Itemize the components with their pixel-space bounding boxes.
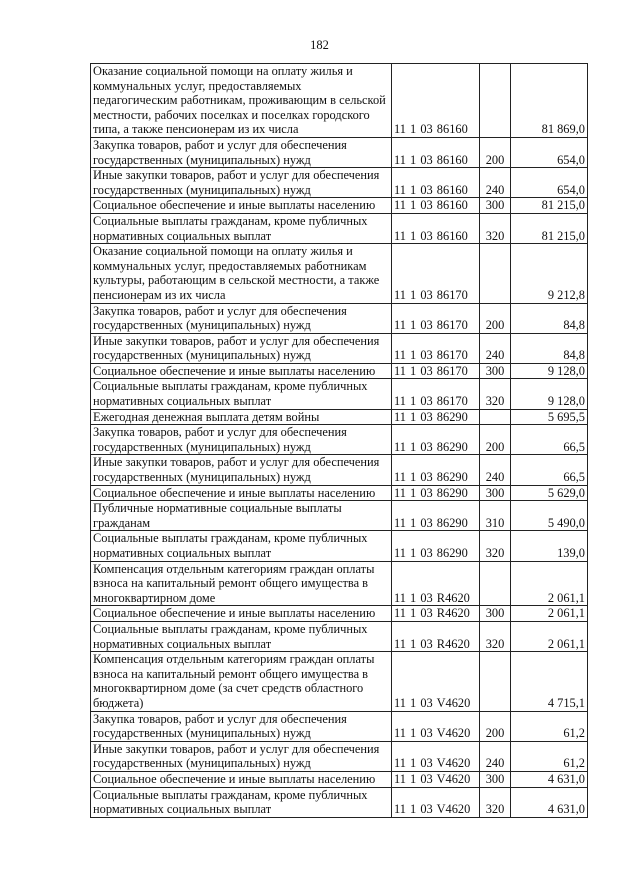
row-code-cell: 11 1 03 86290 bbox=[392, 455, 480, 485]
row-name-cell: Социальное обеспечение и иные выплаты населению bbox=[91, 198, 392, 214]
row-name-cell: Социальное обеспечение и иные выплаты населению bbox=[91, 606, 392, 622]
row-code-cell: 11 1 03 86170 bbox=[392, 333, 480, 363]
row-sum-cell: 61,2 bbox=[511, 741, 588, 771]
table-row bbox=[91, 485, 588, 501]
row-code-cell: 11 1 03 V4620 bbox=[392, 741, 480, 771]
table-row bbox=[91, 771, 588, 787]
row-type-cell: 320 bbox=[480, 531, 511, 561]
row-code-cell: 11 1 03 86290 bbox=[392, 425, 480, 455]
row-type-cell: 240 bbox=[480, 168, 511, 198]
row-sum-cell: 9 128,0 bbox=[511, 363, 588, 379]
table-row bbox=[91, 379, 588, 409]
row-type-cell: 300 bbox=[480, 771, 511, 787]
row-name-cell: Социальные выплаты гражданам, кроме публичных нормативных социальных выплат bbox=[91, 379, 392, 409]
row-sum-cell: 81 869,0 bbox=[511, 64, 588, 138]
table-row bbox=[91, 501, 588, 531]
table-row bbox=[91, 561, 588, 606]
row-type-cell bbox=[480, 244, 511, 303]
row-sum-cell: 61,2 bbox=[511, 711, 588, 741]
row-name-cell: Социальные выплаты гражданам, кроме публичных нормативных социальных выплат bbox=[91, 213, 392, 243]
table-row bbox=[91, 711, 588, 741]
row-name-cell: Социальное обеспечение и иные выплаты населению bbox=[91, 771, 392, 787]
row-code-cell: 11 1 03 V4620 bbox=[392, 711, 480, 741]
row-type-cell: 320 bbox=[480, 379, 511, 409]
row-code-cell: 11 1 03 R4620 bbox=[392, 561, 480, 606]
row-type-cell: 240 bbox=[480, 741, 511, 771]
table-row bbox=[91, 137, 588, 167]
row-name-cell: Социальное обеспечение и иные выплаты населению bbox=[91, 485, 392, 501]
row-code-cell: 11 1 03 86160 bbox=[392, 168, 480, 198]
row-sum-cell: 66,5 bbox=[511, 425, 588, 455]
table-row bbox=[91, 64, 588, 138]
row-name-cell: Оказание социальной помощи на оплату жилья и коммунальных услуг, предоставляемых работникам культуры, работающим в сельской местности, а также пенсионерам из их числа bbox=[91, 244, 392, 303]
row-sum-cell: 5 629,0 bbox=[511, 485, 588, 501]
row-sum-cell: 2 061,1 bbox=[511, 561, 588, 606]
row-sum-cell: 5 695,5 bbox=[511, 409, 588, 425]
row-sum-cell: 4 631,0 bbox=[511, 771, 588, 787]
row-sum-cell: 4 715,1 bbox=[511, 652, 588, 711]
row-sum-cell: 9 128,0 bbox=[511, 379, 588, 409]
row-type-cell: 300 bbox=[480, 363, 511, 379]
row-type-cell bbox=[480, 64, 511, 138]
row-sum-cell: 654,0 bbox=[511, 168, 588, 198]
row-name-cell: Ежегодная денежная выплата детям войны bbox=[91, 409, 392, 425]
row-sum-cell: 84,8 bbox=[511, 303, 588, 333]
row-sum-cell: 81 215,0 bbox=[511, 198, 588, 214]
row-type-cell: 320 bbox=[480, 787, 511, 817]
row-sum-cell: 2 061,1 bbox=[511, 606, 588, 622]
row-name-cell: Иные закупки товаров, работ и услуг для обеспечения государственных (муниципальных) нужд bbox=[91, 333, 392, 363]
table-row bbox=[91, 425, 588, 455]
table-row bbox=[91, 213, 588, 243]
row-name-cell: Компенсация отдельным категориям граждан оплаты взноса на капитальный ремонт общего имущества в многоквартирном доме (за счет средств областного бюджета) bbox=[91, 652, 392, 711]
row-code-cell: 11 1 03 86170 bbox=[392, 363, 480, 379]
row-type-cell: 200 bbox=[480, 425, 511, 455]
row-code-cell: 11 1 03 V4620 bbox=[392, 787, 480, 817]
row-sum-cell: 2 061,1 bbox=[511, 621, 588, 651]
table-row bbox=[91, 198, 588, 214]
row-name-cell: Публичные нормативные социальные выплаты гражданам bbox=[91, 501, 392, 531]
row-name-cell: Иные закупки товаров, работ и услуг для обеспечения государственных (муниципальных) нужд bbox=[91, 168, 392, 198]
row-name-cell: Компенсация отдельным категориям граждан оплаты взноса на капитальный ремонт общего имущества в многоквартирном доме bbox=[91, 561, 392, 606]
row-type-cell: 300 bbox=[480, 606, 511, 622]
row-code-cell: 11 1 03 86290 bbox=[392, 531, 480, 561]
table-row bbox=[91, 606, 588, 622]
row-code-cell: 11 1 03 V4620 bbox=[392, 771, 480, 787]
page-number: 182 bbox=[310, 38, 329, 52]
table-row bbox=[91, 787, 588, 817]
row-type-cell: 200 bbox=[480, 711, 511, 741]
table-row bbox=[91, 409, 588, 425]
row-code-cell: 11 1 03 86160 bbox=[392, 137, 480, 167]
row-code-cell: 11 1 03 R4620 bbox=[392, 606, 480, 622]
row-type-cell: 200 bbox=[480, 137, 511, 167]
row-type-cell bbox=[480, 409, 511, 425]
budget-table bbox=[90, 63, 588, 818]
row-code-cell: 11 1 03 R4620 bbox=[392, 621, 480, 651]
table-row bbox=[91, 168, 588, 198]
row-type-cell: 300 bbox=[480, 198, 511, 214]
row-code-cell: 11 1 03 86170 bbox=[392, 303, 480, 333]
table-row bbox=[91, 333, 588, 363]
row-name-cell: Закупка товаров, работ и услуг для обеспечения государственных (муниципальных) нужд bbox=[91, 303, 392, 333]
row-name-cell: Иные закупки товаров, работ и услуг для обеспечения государственных (муниципальных) нужд bbox=[91, 455, 392, 485]
row-sum-cell: 5 490,0 bbox=[511, 501, 588, 531]
row-name-cell: Социальные выплаты гражданам, кроме публичных нормативных социальных выплат bbox=[91, 787, 392, 817]
table-row bbox=[91, 363, 588, 379]
row-type-cell: 310 bbox=[480, 501, 511, 531]
row-sum-cell: 81 215,0 bbox=[511, 213, 588, 243]
row-sum-cell: 654,0 bbox=[511, 137, 588, 167]
row-sum-cell: 9 212,8 bbox=[511, 244, 588, 303]
row-name-cell: Оказание социальной помощи на оплату жилья и коммунальных услуг, предоставляемых педагогическим работникам, проживающим в сельской местности, рабочих поселках и поселках городского типа, а также пенсионерам из их числа bbox=[91, 64, 392, 138]
table-row bbox=[91, 303, 588, 333]
row-type-cell bbox=[480, 561, 511, 606]
budget-table-body bbox=[91, 64, 588, 818]
table-row bbox=[91, 652, 588, 711]
row-sum-cell: 139,0 bbox=[511, 531, 588, 561]
row-code-cell: 11 1 03 86170 bbox=[392, 379, 480, 409]
row-name-cell: Закупка товаров, работ и услуг для обеспечения государственных (муниципальных) нужд bbox=[91, 137, 392, 167]
row-code-cell: 11 1 03 86290 bbox=[392, 485, 480, 501]
row-name-cell: Социальное обеспечение и иные выплаты населению bbox=[91, 363, 392, 379]
row-type-cell: 240 bbox=[480, 333, 511, 363]
table-row bbox=[91, 621, 588, 651]
row-code-cell: 11 1 03 V4620 bbox=[392, 652, 480, 711]
row-type-cell: 300 bbox=[480, 485, 511, 501]
row-code-cell: 11 1 03 86160 bbox=[392, 198, 480, 214]
row-code-cell: 11 1 03 86170 bbox=[392, 244, 480, 303]
row-sum-cell: 4 631,0 bbox=[511, 787, 588, 817]
table-row bbox=[91, 244, 588, 303]
row-type-cell: 240 bbox=[480, 455, 511, 485]
row-type-cell: 200 bbox=[480, 303, 511, 333]
row-code-cell: 11 1 03 86160 bbox=[392, 213, 480, 243]
row-type-cell bbox=[480, 652, 511, 711]
row-code-cell: 11 1 03 86290 bbox=[392, 501, 480, 531]
row-name-cell: Социальные выплаты гражданам, кроме публичных нормативных социальных выплат bbox=[91, 531, 392, 561]
row-name-cell: Иные закупки товаров, работ и услуг для обеспечения государственных (муниципальных) нужд bbox=[91, 741, 392, 771]
row-sum-cell: 66,5 bbox=[511, 455, 588, 485]
row-name-cell: Социальные выплаты гражданам, кроме публичных нормативных социальных выплат bbox=[91, 621, 392, 651]
row-code-cell: 11 1 03 86160 bbox=[392, 64, 480, 138]
row-type-cell: 320 bbox=[480, 621, 511, 651]
row-type-cell: 320 bbox=[480, 213, 511, 243]
table-row bbox=[91, 531, 588, 561]
row-code-cell: 11 1 03 86290 bbox=[392, 409, 480, 425]
row-name-cell: Закупка товаров, работ и услуг для обеспечения государственных (муниципальных) нужд bbox=[91, 711, 392, 741]
row-name-cell: Закупка товаров, работ и услуг для обеспечения государственных (муниципальных) нужд bbox=[91, 425, 392, 455]
row-sum-cell: 84,8 bbox=[511, 333, 588, 363]
table-row bbox=[91, 741, 588, 771]
table-row bbox=[91, 455, 588, 485]
